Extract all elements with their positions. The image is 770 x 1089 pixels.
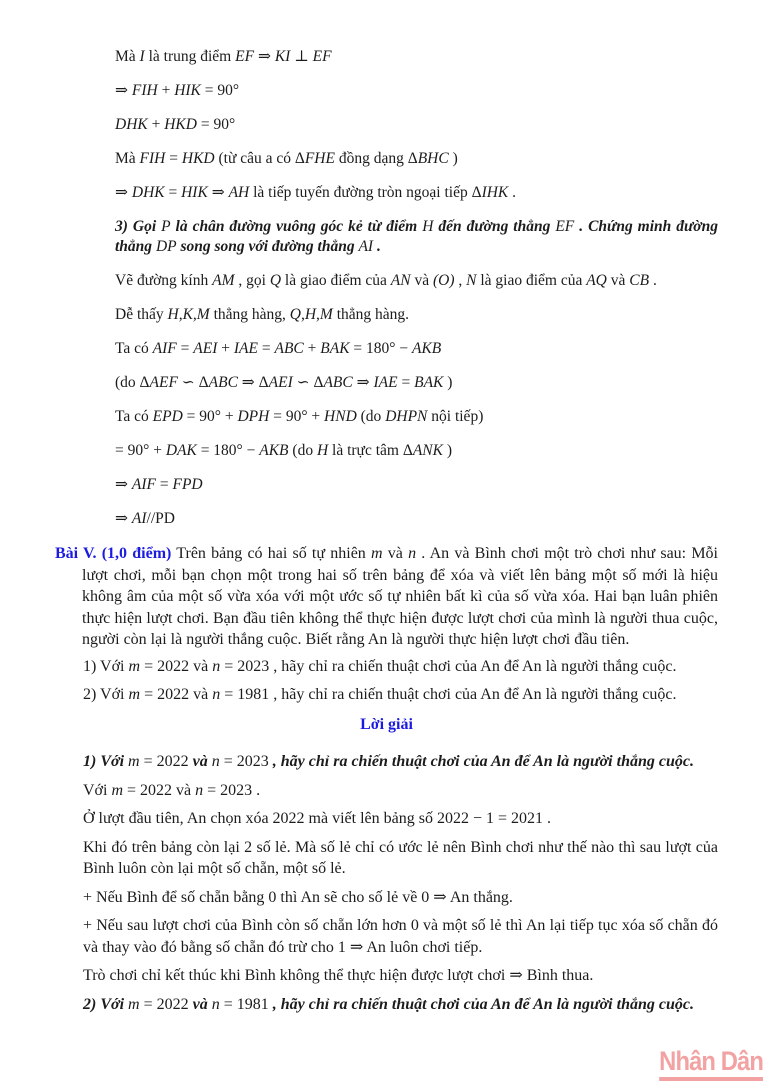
text-run: n bbox=[211, 995, 220, 1013]
text-run: ) bbox=[442, 442, 453, 459]
text-run: ANK bbox=[412, 442, 443, 459]
text-run: FHE bbox=[304, 150, 335, 167]
text-run: EF bbox=[312, 48, 332, 65]
text-run: n bbox=[212, 657, 221, 675]
text-run: = 90° + bbox=[182, 408, 238, 425]
text-run: ⇒ bbox=[115, 476, 132, 493]
text-run: + Nếu sau lượt chơi của Bình còn số chẵn lớn hơn 0 và một số lẻ thì An lại tiếp tục xóa số chẵn đó và thay vào đó bằng số chẵn đó trừ cho 1 ⇒ An luôn chơi tiếp. bbox=[83, 917, 718, 956]
text-run: P bbox=[161, 218, 171, 235]
proof-line-midpoint bbox=[115, 47, 720, 66]
text-run: thẳng hàng. bbox=[332, 306, 410, 323]
solution-1-first-move bbox=[83, 808, 718, 830]
text-run: H bbox=[316, 442, 329, 459]
text-run: AM bbox=[212, 272, 235, 289]
text-run: Ta có bbox=[115, 340, 153, 357]
text-run: = 2022 và bbox=[140, 686, 213, 703]
solution-2-heading bbox=[83, 994, 718, 1016]
text-run: là giao điểm của bbox=[476, 272, 587, 289]
text-run: ) bbox=[443, 374, 453, 391]
text-run: HIK bbox=[181, 184, 208, 201]
text-run: IAE bbox=[373, 374, 398, 391]
text-run: Ta có bbox=[115, 408, 153, 425]
proof-line-tangent-conclusion bbox=[115, 183, 720, 202]
text-run: BAK bbox=[414, 374, 444, 391]
text-run: m bbox=[371, 545, 383, 562]
text-run: ⇒ bbox=[115, 184, 132, 201]
text-run: = 90° + bbox=[269, 408, 325, 425]
text-run: IAE bbox=[233, 340, 258, 357]
proof-line-angle-sum-2 bbox=[115, 115, 720, 134]
text-run: m bbox=[111, 781, 124, 799]
text-run: ∽ Δ bbox=[292, 374, 324, 391]
text-run: FIH bbox=[131, 82, 158, 99]
nhan-dan-watermark: Nhân Dân bbox=[659, 1048, 763, 1081]
text-run: = 90° bbox=[200, 82, 240, 99]
text-run: Bài V. (1,0 điểm) bbox=[55, 545, 172, 562]
text-run: EF bbox=[235, 48, 255, 65]
text-run: = 1981 , hãy chỉ ra chiến thuật chơi của An để An là người thắng cuộc. bbox=[220, 686, 677, 703]
text-run: nội tiếp) bbox=[427, 408, 484, 425]
proof-line-dak bbox=[115, 441, 720, 460]
text-run: Mà bbox=[115, 48, 140, 65]
text-run: . An và Bình chơi một trò chơi như sau: Mỗi lượt chơi, mỗi bạn chọn một trong hai số trên bảng để xóa và viết lên bảng một số mới là hiệu không âm của một số vừa xóa với một ước số tự nhiên bất kì của số vừa xóa. Hai bạn luân phiên thực hiện lượt chơi. Bạn đầu tiên không thể thực hiện được lượt chơi của mình là người thua cuộc, người còn lại là người thắng cuộc. Biết rằng An là người thực hiện lượt chơi đầu tiên. bbox=[82, 545, 719, 648]
text-run: Vẽ đường kính bbox=[115, 272, 213, 289]
text-run: đến đường thẳng bbox=[433, 218, 556, 235]
text-run: Lời giải bbox=[360, 715, 413, 733]
text-run: = 90° bbox=[196, 116, 236, 133]
text-run: = 2023 . bbox=[203, 781, 261, 799]
solution-1-case-2 bbox=[83, 915, 718, 958]
text-run: + bbox=[217, 340, 234, 357]
text-run: = bbox=[164, 184, 182, 201]
text-run: = 180° − bbox=[349, 340, 412, 357]
text-run: AEI bbox=[268, 374, 293, 391]
text-run: I bbox=[139, 48, 145, 65]
text-run: m bbox=[128, 686, 141, 703]
text-run: FIH bbox=[139, 150, 166, 167]
text-run: Với bbox=[83, 781, 112, 799]
text-run: ABC bbox=[274, 340, 304, 357]
text-run: ⇒ bbox=[115, 510, 132, 527]
text-run: + bbox=[147, 116, 165, 133]
text-run: là trung điểm bbox=[144, 48, 236, 65]
solution-1-heading bbox=[83, 751, 718, 773]
text-run: AKB bbox=[411, 340, 442, 357]
text-run: = bbox=[155, 476, 173, 493]
text-run: ∽ Δ bbox=[177, 374, 209, 391]
text-run: + bbox=[303, 340, 321, 357]
text-run: ⇒ bbox=[207, 184, 229, 201]
text-run: n bbox=[212, 686, 221, 703]
text-run: EPD bbox=[152, 408, 183, 425]
problem-5-statement bbox=[55, 543, 718, 651]
text-run: là trực tâm Δ bbox=[328, 442, 413, 459]
text-run: ⇒ bbox=[352, 374, 374, 391]
text-run: = 2022 bbox=[139, 753, 189, 770]
text-run: AI bbox=[358, 237, 374, 255]
text-run: AN bbox=[390, 272, 411, 289]
text-run: . Chứng minh đường thẳng bbox=[115, 218, 718, 255]
text-run: Trò chơi chỉ kết thúc khi Bình không thể thực hiện được lượt chơi ⇒ Bình thua. bbox=[83, 967, 594, 984]
text-run: . bbox=[649, 272, 657, 289]
text-run: song song với đường thẳng bbox=[176, 237, 359, 255]
text-run: Q bbox=[269, 272, 282, 289]
text-run: , gọi bbox=[234, 272, 270, 289]
text-run: . bbox=[508, 184, 517, 201]
text-run: = 180° − bbox=[196, 442, 260, 459]
text-run: AEF bbox=[149, 374, 178, 391]
text-run: (O) bbox=[432, 272, 455, 289]
solution-heading bbox=[55, 714, 718, 736]
text-run: ⊥ bbox=[290, 48, 313, 65]
proof-line-epd bbox=[115, 407, 720, 426]
proof-line-parallel-conclusion bbox=[115, 509, 720, 528]
solution-1-analysis bbox=[83, 837, 718, 880]
text-run: DPH bbox=[237, 408, 270, 425]
problem-5-question-1 bbox=[83, 656, 718, 678]
text-run: = bbox=[176, 340, 194, 357]
text-run: H,K,M bbox=[167, 306, 210, 323]
proof-line-aif-fpd bbox=[115, 475, 720, 494]
text-run: AIF bbox=[152, 340, 177, 357]
text-run: HKD bbox=[181, 150, 215, 167]
text-run: = 2022 và bbox=[123, 781, 196, 799]
text-run: = bbox=[397, 374, 415, 391]
text-run: Khi đó trên bảng còn lại 2 số lẻ. Mà số lẻ chỉ có ước lẻ nên Bình chơi như thế nào thì sau lượt của Bình luôn còn lại một số chẵn, một số lẻ. bbox=[83, 838, 718, 877]
text-run: HKD bbox=[164, 116, 197, 133]
proof-line-similarity-chain bbox=[115, 373, 720, 392]
text-run: ABC bbox=[323, 374, 353, 391]
text-run: ⇒ Δ bbox=[237, 374, 269, 391]
text-run: BAK bbox=[320, 340, 350, 357]
text-run: = 1981 bbox=[219, 995, 269, 1013]
text-run: HND bbox=[324, 408, 357, 425]
text-run: //PD bbox=[146, 510, 175, 527]
text-run: = bbox=[257, 340, 275, 357]
proof-line-similar-triangles bbox=[115, 149, 720, 168]
text-run: m bbox=[128, 753, 140, 770]
text-run: + bbox=[157, 82, 175, 99]
text-run: EF bbox=[555, 218, 575, 235]
text-run: AH bbox=[228, 184, 250, 201]
text-run: 2) Với bbox=[83, 686, 129, 703]
text-run: ⇒ bbox=[254, 48, 275, 65]
text-run: . bbox=[373, 237, 381, 255]
text-run: n bbox=[408, 545, 417, 562]
text-run: AIF bbox=[131, 476, 156, 493]
text-run: (do Δ bbox=[115, 374, 150, 391]
text-run: KI bbox=[274, 48, 291, 65]
text-run: 2) Với bbox=[83, 995, 129, 1013]
text-run: AKB bbox=[259, 442, 289, 459]
text-run: m bbox=[128, 657, 141, 675]
solution-1-conclusion bbox=[83, 965, 718, 987]
text-run: BHC bbox=[417, 150, 449, 167]
text-run: = 2023 bbox=[219, 753, 269, 770]
text-run: ABC bbox=[208, 374, 238, 391]
text-run: , hãy chỉ ra chiến thuật chơi của An để An là người thắng cuộc. bbox=[268, 995, 694, 1013]
text-run: = 2022 và bbox=[140, 657, 213, 675]
text-run: HIK bbox=[174, 82, 201, 99]
text-run: và bbox=[382, 545, 409, 562]
text-run: AI bbox=[131, 510, 147, 527]
text-run: DHPN bbox=[385, 408, 428, 425]
text-run: DAK bbox=[165, 442, 197, 459]
text-run: , bbox=[454, 272, 467, 289]
text-run: Ở lượt đầu tiên, An chọn xóa 2022 mà viết lên bảng số 2022 − 1 = 2021 . bbox=[83, 810, 552, 827]
text-run: m bbox=[128, 995, 140, 1013]
text-run: AEI bbox=[193, 340, 218, 357]
text-run: là chân đường vuông góc kẻ từ điểm bbox=[170, 218, 423, 235]
text-run: và bbox=[188, 753, 212, 770]
text-run: n bbox=[195, 781, 204, 799]
text-run: n bbox=[211, 753, 220, 770]
solution-1-case-1 bbox=[83, 887, 718, 909]
text-run: = 2022 bbox=[139, 995, 189, 1013]
text-run: ) bbox=[448, 150, 458, 167]
text-run: ⇒ bbox=[115, 82, 132, 99]
document-content bbox=[0, 47, 770, 1022]
proof-line-diameter-construction bbox=[115, 271, 720, 290]
proof-line-aif-expansion bbox=[115, 339, 720, 358]
text-run: là tiếp tuyến đường tròn ngoại tiếp Δ bbox=[249, 184, 482, 201]
text-run: DHK bbox=[131, 184, 165, 201]
text-run: đồng dạng Δ bbox=[334, 150, 418, 167]
text-run: , hãy chỉ ra chiến thuật chơi của An để An là người thắng cuộc. bbox=[268, 753, 694, 770]
text-run: FPD bbox=[172, 476, 203, 493]
text-run: và bbox=[410, 272, 433, 289]
text-run: (do bbox=[356, 408, 386, 425]
proof-line-collinear bbox=[115, 305, 720, 324]
text-run: Q,H,M bbox=[289, 306, 333, 323]
text-run: = bbox=[165, 150, 182, 167]
text-run: và bbox=[606, 272, 630, 289]
text-run: AQ bbox=[586, 272, 607, 289]
text-run: + Nếu Bình để số chẵn bằng 0 thì An sẽ cho số lẻ về 0 ⇒ An thắng. bbox=[83, 888, 513, 906]
text-run: 3) Gọi bbox=[115, 218, 162, 235]
text-run: Trên bảng có hai số tự nhiên bbox=[171, 545, 371, 562]
text-run: N bbox=[466, 272, 477, 289]
text-run: IHK bbox=[481, 184, 509, 201]
text-run: 1) Với bbox=[83, 657, 129, 675]
text-run: Mà bbox=[115, 150, 140, 167]
text-run: DHK bbox=[115, 116, 148, 133]
text-run: và bbox=[188, 995, 212, 1013]
problem-5-question-2 bbox=[83, 684, 718, 706]
text-run: là giao điểm của bbox=[281, 272, 391, 289]
text-run: (từ câu a có Δ bbox=[214, 150, 305, 167]
proof-line-angle-sum-1 bbox=[115, 81, 720, 100]
text-run: CB bbox=[629, 272, 650, 289]
text-run: thẳng hàng, bbox=[209, 306, 290, 323]
question-3-statement bbox=[115, 217, 718, 256]
text-run: DP bbox=[155, 237, 177, 255]
text-run: Dễ thấy bbox=[115, 306, 168, 323]
text-run: H bbox=[422, 218, 434, 235]
text-run: = 90° + bbox=[115, 442, 166, 459]
solution-1-given bbox=[83, 780, 718, 802]
text-run: 1) Với bbox=[83, 753, 129, 770]
text-run: = 2023 , hãy chỉ ra chiến thuật chơi của An để An là người thắng cuộc. bbox=[220, 657, 677, 675]
text-run: (do bbox=[288, 442, 317, 459]
